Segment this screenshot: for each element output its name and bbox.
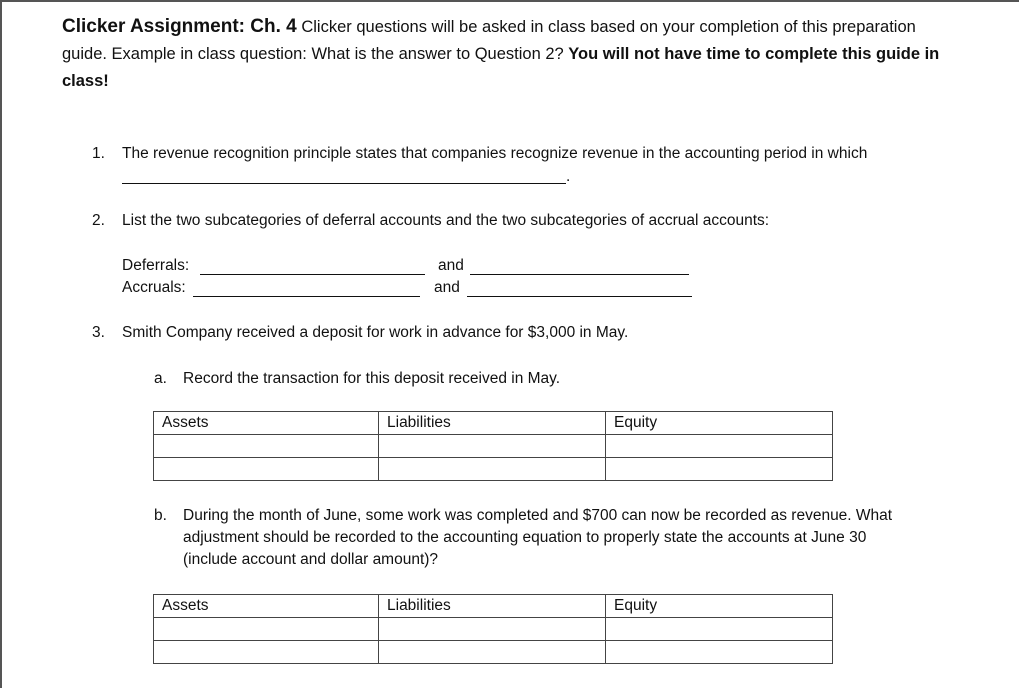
q3b-letter: b.	[154, 507, 167, 524]
table-row	[154, 641, 833, 664]
equation-table-a	[153, 411, 833, 481]
assets-cell	[154, 641, 379, 664]
assets-cell	[154, 435, 379, 458]
assignment-warning: You will not have time to complete this guide in class!	[62, 45, 940, 90]
assignment-header	[62, 13, 962, 95]
q1-period: .	[566, 168, 571, 185]
table-row	[154, 458, 833, 481]
q1-text: The revenue recognition principle states that companies recognize revenue in the accounting period in which	[122, 145, 868, 162]
equation-table-b	[153, 594, 833, 664]
q1-number: 1.	[92, 145, 105, 162]
accruals-and: and	[434, 279, 460, 296]
accrual-blank-1	[193, 296, 420, 297]
deferral-blank-2	[470, 274, 689, 275]
q2-number: 2.	[92, 212, 105, 229]
table-header-row	[154, 412, 833, 435]
deferrals-and: and	[438, 257, 464, 274]
q3b-line-3: (include account and dollar amount)?	[183, 551, 439, 568]
accruals-label: Accruals:	[122, 279, 186, 296]
assignment-title: Clicker Assignment: Ch. 4	[62, 16, 297, 37]
assets-header: Assets	[154, 412, 379, 435]
deferral-blank-1	[200, 274, 425, 275]
liabilities-cell	[379, 458, 606, 481]
q3b-line-1: During the month of June, some work was completed and $700 can now be recorded as revenue. What	[183, 507, 893, 524]
liabilities-header: Liabilities	[379, 595, 606, 618]
liabilities-cell	[379, 435, 606, 458]
liabilities-header: Liabilities	[379, 412, 606, 435]
assignment-intro: Clicker questions will be asked in class based on your completion of this preparation guide. Example in class question: What is the answer to Question 2?	[62, 18, 916, 63]
equity-header: Equity	[606, 595, 833, 618]
table-header-row	[154, 595, 833, 618]
equity-cell	[606, 435, 833, 458]
q3a-text: Record the transaction for this deposit received in May.	[183, 370, 561, 387]
assets-cell	[154, 458, 379, 481]
deferrals-label: Deferrals:	[122, 257, 190, 274]
liabilities-cell	[379, 641, 606, 664]
q3a-letter: a.	[154, 370, 167, 387]
assets-header: Assets	[154, 595, 379, 618]
equity-header: Equity	[606, 412, 833, 435]
q3-number: 3.	[92, 324, 105, 341]
q3b-line-2: adjustment should be recorded to the accounting equation to properly state the accounts at June 30	[183, 529, 867, 546]
equity-cell	[606, 618, 833, 641]
table-row	[154, 435, 833, 458]
q3-text: Smith Company received a deposit for work in advance for $3,000 in May.	[122, 324, 629, 341]
accrual-blank-2	[467, 296, 692, 297]
equity-cell	[606, 641, 833, 664]
table-row	[154, 618, 833, 641]
assets-cell	[154, 618, 379, 641]
q2-text: List the two subcategories of deferral accounts and the two subcategories of accrual accounts:	[122, 212, 770, 229]
liabilities-cell	[379, 618, 606, 641]
equity-cell	[606, 458, 833, 481]
q1-answer-line	[122, 183, 566, 184]
